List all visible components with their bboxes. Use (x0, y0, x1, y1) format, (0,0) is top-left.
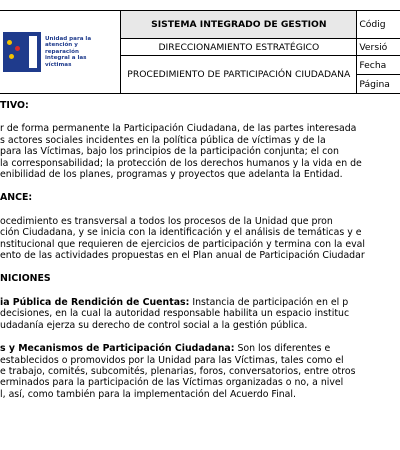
logo-text: Unidad para la atención y reparación integral a las víctimas (45, 35, 92, 68)
definition-espacios-mecanismos (0, 343, 400, 354)
objetivo-line: enibilidad de los planes, programas y proyectos que adelanta la Entidad. (0, 169, 343, 181)
definition-line: erminados para la participación de las Víctimas organizadas o no, a nivel (0, 377, 344, 389)
definition-term: s y Mecanismos de Participación Ciudadana: (0, 343, 235, 355)
code-label: Códig (357, 11, 400, 39)
procedure-title: PROCEDIMIENTO DE PARTICIPACIÓN CIUDADANA (121, 56, 357, 94)
colombia-emblem-icon (3, 32, 41, 72)
definition-line: l, así, como también para la implementación del Acuerdo Final. (0, 388, 296, 400)
definition-line: establecidos o promovidos por la Unidad para las Víctimas, tales como el (0, 354, 344, 366)
alcance-line: ento de las actividades propuestas en el Plan anual de Participación Ciudadar (0, 250, 365, 262)
page-label: Página (357, 75, 400, 94)
logo-cell (0, 11, 121, 94)
definition-term: ia Pública de Rendición de Cuentas: (0, 296, 190, 308)
system-title: SISTEMA INTEGRADO DE GESTION (121, 11, 357, 39)
alcance-heading: ANCE: (0, 192, 33, 204)
document-header-table (0, 10, 400, 94)
objetivo-heading: TIVO: (0, 100, 29, 111)
alcance-line: nstitucional que requieren de ejercicios de participación y termina con la eval (0, 238, 366, 250)
process-subtitle: DIRECCIONAMIENTO ESTRATÉGICO (121, 39, 357, 56)
alcance-line: ocedimiento es transversal a todos los procesos de la Unidad que pron (0, 215, 333, 227)
objetivo-line: para las Víctimas, bajo los principios de la participación conjunta; el con (0, 146, 339, 158)
definition-text: Son los diferentes e (234, 343, 331, 355)
definition-rendicion-cuentas (0, 297, 400, 308)
definition-line: udadanía ejerza su derecho de control social a la gestión pública. (0, 319, 308, 331)
alcance-line: ción Ciudadana, y se inicia con la identificación y el análisis de temáticas y e (0, 227, 362, 239)
unidad-victimas-logo (0, 32, 120, 72)
objetivo-line: r de forma permanente la Participación Ciudadana, de las partes interesada (0, 123, 357, 135)
definition-line: decisiones, en la cual la autoridad responsable habilita un espacio instituc (0, 308, 350, 320)
document-body (0, 96, 400, 400)
date-label: Fecha (357, 56, 400, 75)
definition-line: e trabajo, comités, subcomités, plenarias, foros, conversatorios, entre otros (0, 365, 356, 377)
definition-text: Instancia de participación en el p (189, 296, 349, 308)
objetivo-line: s actores sociales incidentes en la política pública de víctimas y de la (0, 134, 326, 146)
definiciones-heading: NICIONES (0, 273, 51, 285)
objetivo-line: la corresponsabilidad; la protección de los derechos humanos y la vida en de (0, 157, 362, 169)
version-label: Versió (357, 39, 400, 56)
